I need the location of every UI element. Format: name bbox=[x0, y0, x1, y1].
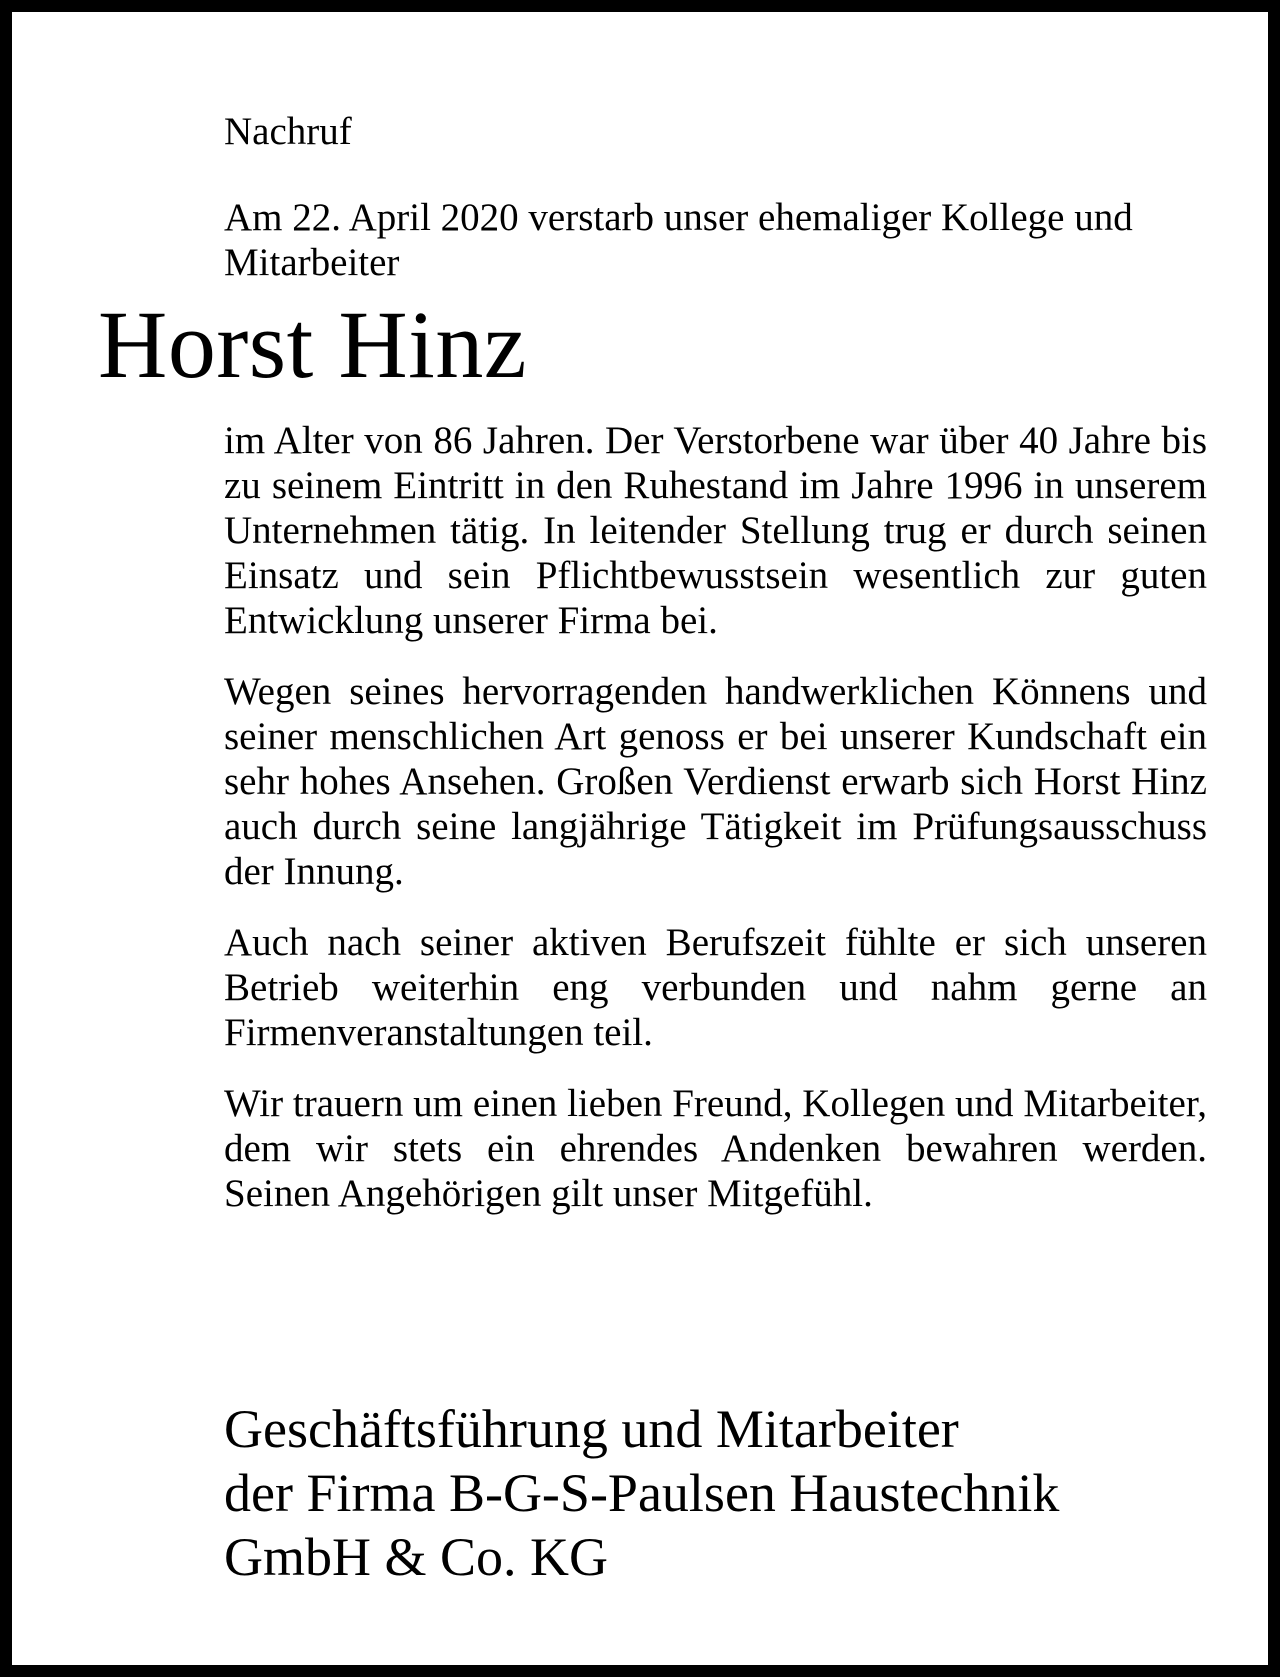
notice-body bbox=[224, 418, 1207, 1242]
signature-block bbox=[224, 1397, 1264, 1589]
signature-line: Geschäftsführung und Mitarbeiter bbox=[224, 1399, 959, 1459]
deceased-name: Horst Hinz bbox=[98, 291, 527, 398]
signature-line: der Firma B-G-S-Paulsen Haustechnik bbox=[224, 1463, 1060, 1523]
notice-heading: Nachruf bbox=[224, 110, 352, 153]
signature-line: GmbH & Co. KG bbox=[224, 1527, 609, 1587]
body-paragraph: Wir trauern um einen lieben Freund, Kollegen und Mitarbeiter, dem wir stets ein ehrendes Andenken bewahren werden. Seinen Angehörigen gilt unser Mitgefühl. bbox=[224, 1082, 1207, 1215]
body-paragraph: im Alter von 86 Jahren. Der Verstorbene war über 40 Jahre bis zu seinem Eintritt in den Ruhestand im Jahre 1996 in unserem Unternehmen tätig. In leitender Stellung trug er durch seinen Einsatz und sein Pflichtbewusstsein wesentlich zur guten Entwicklung unserer Firma bei. bbox=[224, 419, 1207, 642]
notice-intro: Am 22. April 2020 verstarb unser ehemaliger Kollege und Mitarbeiter bbox=[224, 196, 1133, 284]
body-paragraph: Auch nach seiner aktiven Berufszeit fühlte er sich unseren Betrieb weiterhin eng verbunden und nahm gerne an Firmenveranstaltungen teil. bbox=[224, 921, 1207, 1054]
body-paragraph: Wegen seines hervorragenden handwerklichen Könnens und seiner menschlichen Art genoss er bei unserer Kundschaft ein sehr hohes Ansehen. Großen Verdienst erwarb sich Horst Hinz auch durch seine langjährige Tätigkeit im Prüfungsausschuss der Innung. bbox=[224, 670, 1207, 893]
